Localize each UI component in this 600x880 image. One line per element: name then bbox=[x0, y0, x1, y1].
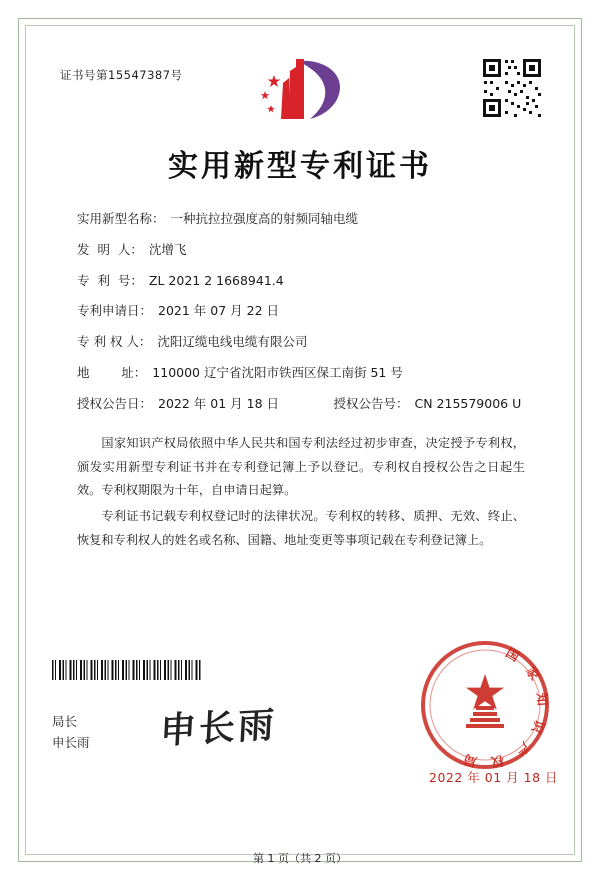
seal-date: 2022 年 01 月 18 日 bbox=[429, 770, 558, 785]
cnipa-logo-icon bbox=[252, 53, 348, 129]
field-application-date bbox=[77, 303, 535, 319]
field-inventor bbox=[77, 242, 535, 258]
grant-number-label: 授权公告号： bbox=[333, 395, 409, 411]
director-name: 申长雨 bbox=[52, 734, 90, 750]
barcode-icon bbox=[52, 660, 202, 680]
page-footer: 第 1 页（共 2 页） bbox=[253, 852, 347, 865]
field-label: 专 利 号： bbox=[77, 272, 143, 288]
field-patentee bbox=[77, 334, 535, 350]
page-title: 实用新型专利证书 bbox=[168, 149, 432, 184]
field-label: 地 址： bbox=[77, 364, 147, 380]
certificate-header bbox=[47, 45, 553, 135]
field-grant-announcement bbox=[77, 396, 535, 412]
field-label: 发 明 人： bbox=[77, 241, 143, 257]
field-label: 实用新型名称： bbox=[77, 211, 165, 226]
paragraph-2: 专利证书记载专利权登记时的法律状况。专利权的转移、质押、无效、终止、恢复和专利权人的姓名或名称、国籍、地址变更等事项记载在专利登记簿上。 bbox=[77, 509, 525, 547]
field-address bbox=[77, 365, 535, 381]
field-label: 专利申请日： bbox=[77, 303, 153, 319]
field-value: ZL 2021 2 1668941.4 bbox=[148, 272, 284, 288]
field-value: 沈阳辽缆电线电缆有限公司 bbox=[157, 334, 308, 349]
director-title: 局长 bbox=[52, 714, 78, 729]
grant-date-value: 2022 年 01 月 18 日 bbox=[158, 395, 280, 411]
field-label: 专 利 权 人： bbox=[77, 334, 152, 349]
handwritten-signature: 申长雨 bbox=[158, 703, 278, 753]
grant-number-value: CN 215579006 U bbox=[414, 395, 522, 411]
qr-code-icon bbox=[481, 57, 543, 119]
field-value: 110000 辽宁省沈阳市铁西区保工南街 51 号 bbox=[152, 364, 403, 380]
field-value: 2021 年 07 月 22 日 bbox=[158, 303, 280, 319]
field-patent-number bbox=[77, 273, 535, 289]
field-value: 一种抗拉拉强度高的射频同轴电缆 bbox=[170, 211, 359, 226]
legal-text bbox=[47, 432, 553, 553]
certificate-fields bbox=[47, 211, 553, 412]
director-signature-block bbox=[52, 712, 90, 753]
paragraph-1: 国家知识产权局依照中华人民共和国专利法经过初步审查，决定授予专利权，颁发实用新型专利证书并在专利登记簿上予以登记。专利权自授权公告之日起生效。专利权期限为十年，自申请日起算。 bbox=[77, 435, 525, 498]
field-utility-model-name bbox=[77, 211, 535, 227]
field-value: 沈增飞 bbox=[148, 241, 187, 257]
grant-date-label: 授权公告日： bbox=[77, 395, 153, 411]
svg-text:国 家 知 识 产 权 局: 国 家 知 识 产 权 局 bbox=[458, 645, 550, 770]
official-red-seal-icon bbox=[418, 638, 552, 772]
certificate-number: 证书号第15547387号 bbox=[60, 68, 183, 82]
